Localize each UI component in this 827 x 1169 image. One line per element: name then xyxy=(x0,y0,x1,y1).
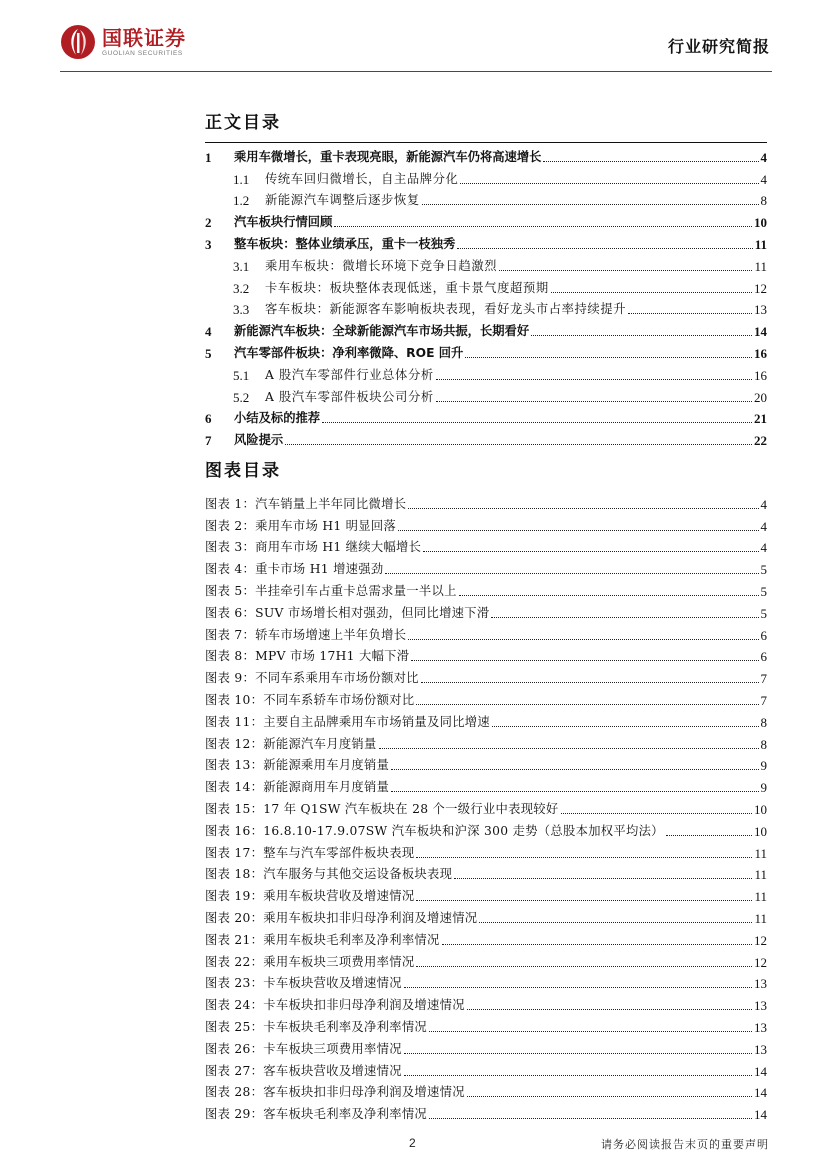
figure-entry-label: 图表 25：卡车板块毛利率及净利率情况 xyxy=(205,1019,428,1034)
toc-entry-number: 6 xyxy=(205,411,212,427)
figure-entry[interactable] xyxy=(205,1057,767,1079)
figure-entry[interactable] xyxy=(205,664,767,686)
dot-leader xyxy=(421,682,759,683)
toc-entry-page: 10 xyxy=(754,215,767,231)
figure-entry-label: 图表 21：乘用车板块毛利率及净利率情况 xyxy=(205,932,440,947)
figure-entry[interactable] xyxy=(205,512,767,534)
dot-leader xyxy=(334,226,752,227)
dot-leader xyxy=(404,1075,752,1076)
toc-entry[interactable] xyxy=(205,426,767,448)
dot-leader xyxy=(404,1053,752,1054)
figure-entry-label: 图表 29：客车板块毛利率及净利率情况 xyxy=(205,1107,428,1122)
figure-entry-label: 图表 4：重卡市场 H1 增速强劲 xyxy=(205,562,384,577)
figure-entry-page: 11 xyxy=(754,889,767,905)
report-type-label: 行业研究简报 xyxy=(667,37,770,56)
dot-leader xyxy=(385,573,758,574)
dot-leader xyxy=(454,878,752,879)
figure-entry[interactable] xyxy=(205,752,767,774)
dot-leader xyxy=(457,248,752,249)
dot-leader xyxy=(408,639,758,640)
figure-entry-page: 13 xyxy=(754,998,767,1014)
figure-entry[interactable] xyxy=(205,686,767,708)
toc-entry-page: 20 xyxy=(754,389,767,405)
dot-leader xyxy=(416,857,752,858)
figure-entry-label: 图表 16：16.8.10-17.9.07SW 汽车板块和沪深 300 走势（总股本加权平均法） xyxy=(205,823,664,838)
company-logo xyxy=(60,20,186,64)
toc-entry-text: 汽车零部件板块：净利率微降、ROE 回升 xyxy=(234,345,464,360)
toc-entry-number: 5.1 xyxy=(233,367,250,383)
dot-leader xyxy=(465,357,752,358)
figure-entry-label: 图表 15：17 年 Q1SW 汽车板块在 28 个一级行业中表现较好 xyxy=(205,801,559,816)
dot-leader xyxy=(479,922,752,923)
dot-leader xyxy=(429,1031,752,1032)
toc-entry[interactable] xyxy=(205,187,767,209)
dot-leader xyxy=(460,183,758,184)
toc-entry-page: 11 xyxy=(754,236,767,252)
dot-leader xyxy=(416,900,752,901)
figure-entry[interactable] xyxy=(205,555,767,577)
toc-entry-page: 16 xyxy=(754,367,767,383)
dot-leader xyxy=(467,1096,752,1097)
figure-entry-label: 图表 7：轿车市场增速上半年负增长 xyxy=(205,627,407,642)
toc-entry[interactable] xyxy=(205,252,767,274)
dot-leader xyxy=(416,704,758,705)
dot-leader xyxy=(492,726,759,727)
figure-entry[interactable] xyxy=(205,773,767,795)
figure-entry-page: 6 xyxy=(760,627,767,643)
toc-title: 正文目录 xyxy=(205,113,281,133)
figure-entry-page: 4 xyxy=(760,540,767,556)
toc-entry-number: 4 xyxy=(205,324,212,340)
toc-entry[interactable] xyxy=(205,230,767,252)
figure-entry-page: 7 xyxy=(760,692,767,708)
figure-entry[interactable] xyxy=(205,817,767,839)
figure-entry-label: 图表 26：卡车板块三项费用率情况 xyxy=(205,1041,402,1056)
toc-entry-number: 7 xyxy=(205,433,212,449)
dot-leader xyxy=(285,444,752,445)
figure-entry-page: 13 xyxy=(754,1041,767,1057)
figure-entry-label: 图表 3：商用车市场 H1 继续大幅增长 xyxy=(205,540,422,555)
figure-entry-label: 图表 22：乘用车板块三项费用率情况 xyxy=(205,954,415,969)
logo-text-en: GUOLIAN SECURITIES xyxy=(102,49,183,57)
toc-entry-number: 2 xyxy=(205,215,212,231)
figure-entry-label: 图表 9：不同车系乘用车市场份额对比 xyxy=(205,671,419,686)
figures-title: 图表目录 xyxy=(205,461,281,481)
figure-entry[interactable] xyxy=(205,948,767,970)
figure-entry-page: 6 xyxy=(760,649,767,665)
figure-entry-page: 14 xyxy=(754,1063,767,1079)
figure-entry-page: 8 xyxy=(760,714,767,730)
dot-leader xyxy=(628,313,752,314)
figure-entry-label: 图表 20：乘用车板块扣非归母净利润及增速情况 xyxy=(205,910,478,925)
toc-entry-text: 乘用车微增长，重卡表现亮眼，新能源汽车仍将高速增长 xyxy=(234,149,542,164)
page-number: 2 xyxy=(409,1136,416,1150)
figure-entry-page: 12 xyxy=(754,954,767,970)
toc-entry-number: 3 xyxy=(205,236,212,252)
dot-leader xyxy=(416,966,752,967)
table-of-contents xyxy=(205,143,767,448)
footer-disclaimer: 请务必阅读报告末页的重要声明 xyxy=(601,1138,769,1151)
figure-entry-label: 图表 11：主要自主品牌乘用车市场销量及同比增速 xyxy=(205,714,490,729)
logo-text-cn: 国联证券 xyxy=(102,25,186,50)
figure-entry[interactable] xyxy=(205,490,767,512)
toc-entry[interactable] xyxy=(205,317,767,339)
toc-entry[interactable] xyxy=(205,296,767,318)
figure-entry[interactable] xyxy=(205,730,767,752)
figure-entry-page: 4 xyxy=(760,518,767,534)
dot-leader xyxy=(467,1009,752,1010)
toc-entry-text: A 股汽车零部件行业总体分析 xyxy=(265,367,434,382)
toc-entry-number: 1.1 xyxy=(233,171,250,187)
figure-entry-page: 11 xyxy=(754,910,767,926)
figure-entry-page: 8 xyxy=(760,736,767,752)
figure-entry-page: 14 xyxy=(754,1085,767,1101)
dot-leader xyxy=(391,791,758,792)
toc-entry-text: 新能源汽车板块：全球新能源汽车市场共振，长期看好 xyxy=(234,324,530,339)
toc-entry[interactable] xyxy=(205,143,767,165)
toc-entry-page: 4 xyxy=(760,171,767,187)
figure-entry-page: 9 xyxy=(760,780,767,796)
figure-entry-label: 图表 28：客车板块扣非归母净利润及增速情况 xyxy=(205,1085,465,1100)
figure-entry-page: 12 xyxy=(754,932,767,948)
figure-entry[interactable] xyxy=(205,839,767,861)
figure-entry[interactable] xyxy=(205,1079,767,1101)
figure-entry-label: 图表 18：汽车服务与其他交运设备板块表现 xyxy=(205,867,453,882)
figure-entry-page: 11 xyxy=(754,845,767,861)
toc-entry[interactable] xyxy=(205,361,767,383)
toc-entry-text: 客车板块：新能源客车影响板块表现，看好龙头市占率持续提升 xyxy=(265,302,627,317)
figure-entry[interactable] xyxy=(205,926,767,948)
toc-entry-number: 5.2 xyxy=(233,389,250,405)
toc-entry[interactable] xyxy=(205,165,767,187)
toc-entry-number: 1 xyxy=(205,149,212,165)
dot-leader xyxy=(561,813,752,814)
dot-leader xyxy=(543,161,758,162)
dot-leader xyxy=(422,204,759,205)
toc-entry[interactable] xyxy=(205,208,767,230)
figure-entry-page: 13 xyxy=(754,976,767,992)
toc-entry-text: 风险提示 xyxy=(234,433,284,448)
dot-leader xyxy=(666,835,752,836)
toc-entry-number: 3.3 xyxy=(233,302,250,318)
figure-entry[interactable] xyxy=(205,1035,767,1057)
toc-entry-number: 3.1 xyxy=(233,258,250,274)
toc-entry-page: 16 xyxy=(754,345,767,361)
figure-entry-label: 图表 27：客车板块营收及增速情况 xyxy=(205,1063,402,1078)
dot-leader xyxy=(423,551,758,552)
toc-entry-text: 整车板块：整体业绩承压，重卡一枝独秀 xyxy=(234,236,456,251)
dot-leader xyxy=(322,422,752,423)
dot-leader xyxy=(404,987,752,988)
toc-entry-number: 1.2 xyxy=(233,193,250,209)
figure-entry-label: 图表 2：乘用车市场 H1 明显回落 xyxy=(205,518,397,533)
figure-entry-label: 图表 10：不同车系轿车市场份额对比 xyxy=(205,692,415,707)
figure-entry-page: 4 xyxy=(760,496,767,512)
figure-entry[interactable] xyxy=(205,861,767,883)
toc-entry-text: 新能源汽车调整后逐步恢复 xyxy=(265,193,420,208)
toc-entry-page: 12 xyxy=(754,280,767,296)
toc-entry-text: 传统车回归微增长，自主品牌分化 xyxy=(265,171,459,186)
dot-leader xyxy=(411,660,758,661)
toc-entry-number: 5 xyxy=(205,345,212,361)
figure-entry-label: 图表 1：汽车销量上半年同比微增长 xyxy=(205,496,407,511)
figure-entry[interactable] xyxy=(205,991,767,1013)
figure-list xyxy=(205,490,767,1122)
dot-leader xyxy=(398,530,758,531)
figure-entry[interactable] xyxy=(205,599,767,621)
toc-entry[interactable] xyxy=(205,339,767,361)
figure-entry-label: 图表 6：SUV 市场增长相对强劲，但同比增速下滑 xyxy=(205,605,490,620)
page-header xyxy=(60,20,770,64)
figure-entry[interactable] xyxy=(205,1013,767,1035)
toc-entry-page: 22 xyxy=(754,433,767,449)
dot-leader xyxy=(531,335,752,336)
toc-entry-page: 11 xyxy=(754,258,767,274)
figure-entry-label: 图表 19：乘用车板块营收及增速情况 xyxy=(205,889,415,904)
toc-entry[interactable] xyxy=(205,405,767,427)
figure-entry[interactable] xyxy=(205,1100,767,1122)
figure-entry-label: 图表 5：半挂牵引车占重卡总需求量一半以上 xyxy=(205,583,457,598)
figure-entry-label: 图表 12：新能源汽车月度销量 xyxy=(205,736,377,751)
toc-entry-page: 14 xyxy=(754,324,767,340)
toc-entry[interactable] xyxy=(205,383,767,405)
dot-leader xyxy=(442,944,752,945)
logo-mark-icon xyxy=(60,24,96,60)
figure-entry-label: 图表 17：整车与汽车零部件板块表现 xyxy=(205,845,415,860)
toc-entry-page: 4 xyxy=(760,149,767,165)
figure-entry[interactable] xyxy=(205,970,767,992)
figure-entry-page: 5 xyxy=(760,562,767,578)
dot-leader xyxy=(429,1118,752,1119)
figure-entry-page: 10 xyxy=(754,801,767,817)
dot-leader xyxy=(379,748,759,749)
toc-entry-text: 乘用车板块：微增长环境下竞争日趋激烈 xyxy=(265,258,498,273)
figure-entry-label: 图表 13：新能源乘用车月度销量 xyxy=(205,758,390,773)
figure-entry-page: 11 xyxy=(754,867,767,883)
figure-entry-page: 7 xyxy=(760,671,767,687)
figure-entry[interactable] xyxy=(205,577,767,599)
figure-entry-page: 10 xyxy=(754,823,767,839)
toc-entry-text: 小结及标的推荐 xyxy=(234,411,321,426)
figure-entry-label: 图表 23：卡车板块营收及增速情况 xyxy=(205,976,402,991)
figure-entry[interactable] xyxy=(205,904,767,926)
toc-entry-text: A 股汽车零部件板块公司分析 xyxy=(265,389,434,404)
figure-entry[interactable] xyxy=(205,621,767,643)
figure-entry-page: 13 xyxy=(754,1019,767,1035)
figure-entry[interactable] xyxy=(205,795,767,817)
toc-entry-number: 3.2 xyxy=(233,280,250,296)
toc-entry-page: 13 xyxy=(754,302,767,318)
dot-leader xyxy=(408,508,758,509)
dot-leader xyxy=(459,595,759,596)
figure-entry-label: 图表 14：新能源商用车月度销量 xyxy=(205,780,390,795)
figure-entry[interactable] xyxy=(205,534,767,556)
figure-entry-label: 图表 8：MPV 市场 17H1 大幅下滑 xyxy=(205,649,410,664)
figure-entry-page: 5 xyxy=(760,605,767,621)
dot-leader xyxy=(491,617,758,618)
toc-entry-text: 汽车板块行情回顾 xyxy=(234,215,333,230)
figure-entry[interactable] xyxy=(205,643,767,665)
header-divider xyxy=(60,71,772,72)
figure-entry-page: 9 xyxy=(760,758,767,774)
figure-entry-page: 5 xyxy=(760,583,767,599)
figure-entry[interactable] xyxy=(205,708,767,730)
toc-entry[interactable] xyxy=(205,274,767,296)
toc-entry-page: 8 xyxy=(760,193,767,209)
toc-entry-text: 卡车板块：板块整体表现低迷，重卡景气度超预期 xyxy=(265,280,549,295)
dot-leader xyxy=(436,401,752,402)
dot-leader xyxy=(551,292,752,293)
figure-entry-label: 图表 24：卡车板块扣非归母净利润及增速情况 xyxy=(205,998,465,1013)
dot-leader xyxy=(391,769,758,770)
figure-entry-page: 14 xyxy=(754,1107,767,1123)
dot-leader xyxy=(436,379,752,380)
figure-entry[interactable] xyxy=(205,882,767,904)
dot-leader xyxy=(499,270,752,271)
toc-entry-page: 21 xyxy=(754,411,767,427)
